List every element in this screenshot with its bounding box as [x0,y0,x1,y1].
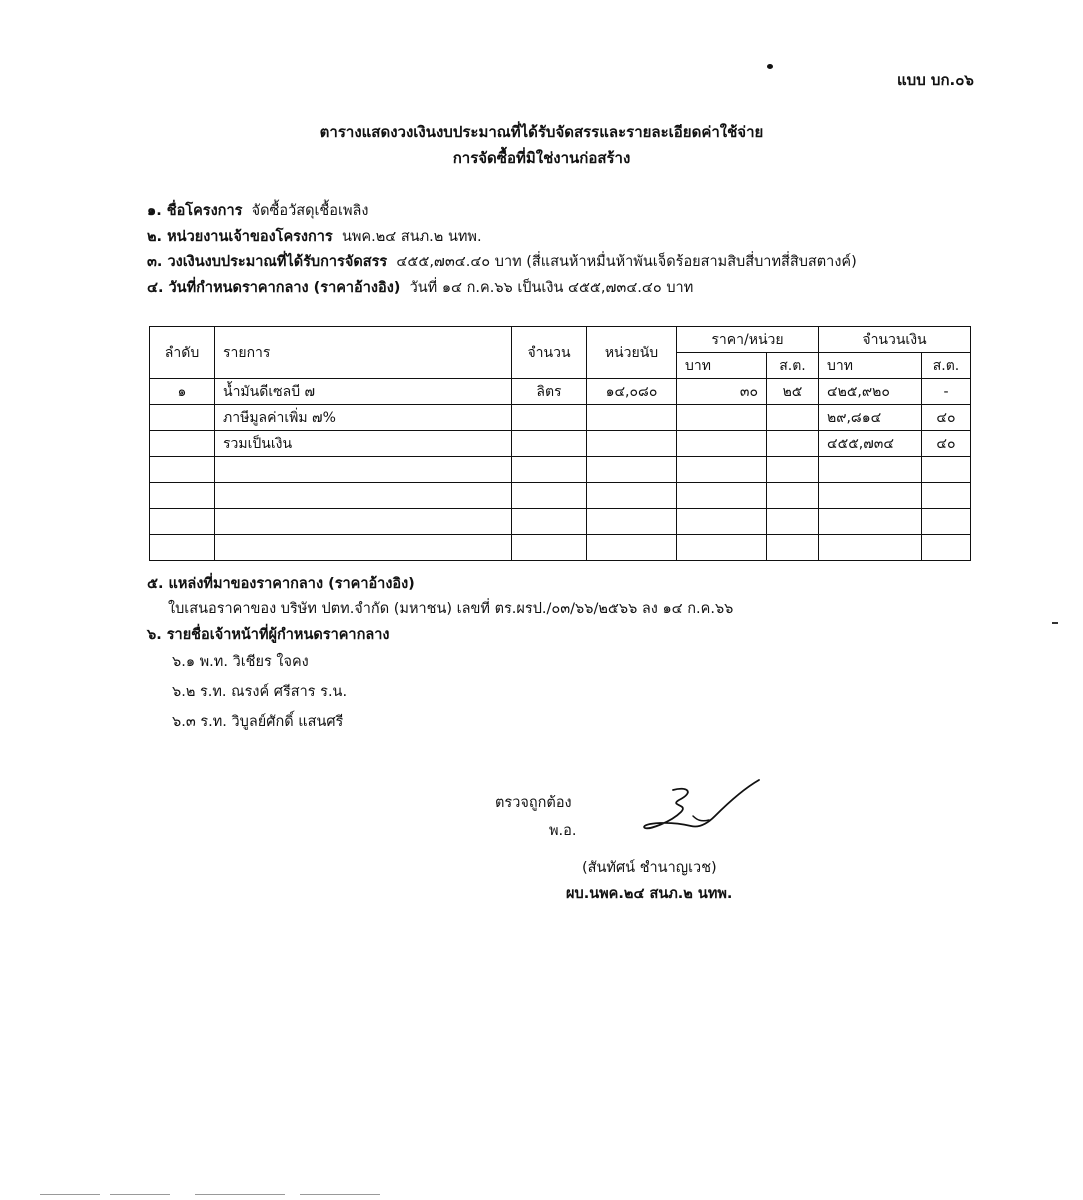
price-source-label [147,572,415,595]
price-source-detail: ใบเสนอราคาของ บริษัท ปตท.จำกัด (มหาชน) เลขที่ ตร.ผรป./๐๓/๖๖/๒๕๖๖ ลง ๑๔ ก.ค.๖๖ [168,601,734,617]
cell-satang [767,405,819,431]
cell-item: ภาษีมูลค่าเพิ่ม ๗% [215,405,512,431]
cell-total-baht: ๔๒๕,๙๒๐ [819,379,922,405]
budget-item [147,250,857,273]
header-satang: ส.ต. [767,353,819,379]
cell-total-satang: - [922,379,971,405]
document-title-line-1: ตารางแสดงวงเงินงบประมาณที่ได้รับจัดสรรและรายละเอียดค่าใช้จ่าย [319,123,764,141]
cell-qty [512,457,587,483]
cell-seq: ๑ [150,379,215,405]
cell-unit: ๑๔,๐๘๐ [587,379,677,405]
cell-item [215,535,512,561]
cell-total-baht: ๔๕๕,๗๓๔ [819,431,922,457]
cell-item [215,483,512,509]
document-title-line-2: การจัดซื้อที่มิใช่งานก่อสร้าง [452,149,631,167]
cell-baht: ๓๐ [677,379,767,405]
header-total-baht: บาท [819,353,922,379]
cell-total-satang [922,535,971,561]
header-total: จำนวนเงิน [819,327,971,353]
cell-seq [150,509,215,535]
header-item: รายการ [215,327,512,379]
cell-item: รวมเป็นเงิน [215,431,512,457]
reference-date-label: ๔. วันที่กำหนดราคากลาง (ราคาอ้างอิง) [147,280,401,296]
table-header-row-1 [150,327,971,353]
scan-edge-rule [40,1194,100,1195]
cell-total-satang: ๔๐ [922,405,971,431]
cell-seq [150,405,215,431]
cell-unit [587,509,677,535]
form-code: แบบ บก.๐๖ [897,71,974,89]
cell-baht [677,457,767,483]
signer-name: (สันทัศน์ ชำนาญเวช) [582,860,717,876]
table-row [150,431,971,457]
cell-qty [512,483,587,509]
signer-rank: พ.อ. [549,823,577,839]
table-row [150,405,971,431]
table-row [150,509,971,535]
cell-item [215,457,512,483]
cell-total-satang [922,509,971,535]
scan-edge-rule [110,1194,170,1195]
cell-unit [587,405,677,431]
officials-label [147,623,389,646]
scan-edge-rule [300,1194,380,1195]
budget-value: ๔๕๕,๗๓๔.๔๐ บาท (สี่แสนห้าหมื่นห้าพันเจ็ดร้อยสามสิบสี่บาทสี่สิบสตางค์) [396,254,857,270]
scan-mark [1052,622,1058,624]
project-owner-label: ๒. หน่วยงานเจ้าของโครงการ [147,229,333,245]
officials-label-text: ๖. รายชื่อเจ้าหน้าที่ผู้กำหนดราคากลาง [147,627,390,643]
cell-unit [587,535,677,561]
verified-label: ตรวจถูกต้อง [495,795,572,811]
cell-unit [587,457,677,483]
signer-position: ผบ.นพค.๒๔ สนภ.๒ นทพ. [566,886,733,902]
cell-item: น้ำมันดีเซลบี ๗ [215,379,512,405]
ink-speck [767,64,773,69]
cell-total-satang [922,457,971,483]
cell-total-baht [819,483,922,509]
cell-seq [150,535,215,561]
table-row [150,379,971,405]
table-row [150,483,971,509]
cell-baht [677,405,767,431]
project-owner-item [147,225,482,248]
cell-unit [587,431,677,457]
scan-edge-rule [195,1194,285,1195]
cell-qty [512,535,587,561]
cell-total-satang [922,483,971,509]
cell-satang [767,457,819,483]
cell-qty: ลิตร [512,379,587,405]
price-source-label-text: ๕. แหล่งที่มาของราคากลาง (ราคาอ้างอิง) [147,576,415,592]
cell-satang: ๒๕ [767,379,819,405]
cell-total-baht: ๒๙,๘๑๔ [819,405,922,431]
official-1: ๖.๑ พ.ท. วิเชียร ใจคง [172,654,309,670]
header-unit-price: ราคา/หน่วย [677,327,819,353]
header-seq: ลำดับ [150,327,215,379]
handwritten-signature [635,776,765,840]
cell-baht [677,431,767,457]
cell-qty [512,509,587,535]
price-table [149,326,971,561]
project-name-value: จัดซื้อวัสดุเชื้อเพลิง [251,203,369,219]
cell-satang [767,535,819,561]
official-2: ๖.๒ ร.ท. ณรงค์ ศรีสาร ร.น. [172,684,348,700]
table-row [150,535,971,561]
cell-qty [512,431,587,457]
project-name-label: ๑. ชื่อโครงการ [147,203,243,219]
cell-qty [512,405,587,431]
header-total-satang: ส.ต. [922,353,971,379]
cell-total-baht [819,457,922,483]
cell-item [215,509,512,535]
cell-satang [767,431,819,457]
cell-unit [587,483,677,509]
cell-baht [677,535,767,561]
project-name-item [147,199,368,222]
cell-satang [767,509,819,535]
header-qty: จำนวน [512,327,587,379]
cell-baht [677,483,767,509]
header-unit: หน่วยนับ [587,327,677,379]
project-owner-value: นพค.๒๔ สนภ.๒ นทพ. [341,229,482,245]
cell-seq [150,457,215,483]
cell-seq [150,431,215,457]
budget-label: ๓. วงเงินงบประมาณที่ได้รับการจัดสรร [147,254,388,270]
cell-seq [150,483,215,509]
table-row [150,457,971,483]
cell-total-baht [819,509,922,535]
official-3: ๖.๓ ร.ท. วิบูลย์ศักดิ์ แสนศรี [172,714,344,730]
cell-baht [677,509,767,535]
header-baht: บาท [677,353,767,379]
reference-date-value: วันที่ ๑๔ ก.ค.๖๖ เป็นเงิน ๔๕๕,๗๓๔.๔๐ บาท [409,280,694,296]
reference-date-item [147,276,693,299]
cell-satang [767,483,819,509]
cell-total-satang: ๔๐ [922,431,971,457]
cell-total-baht [819,535,922,561]
